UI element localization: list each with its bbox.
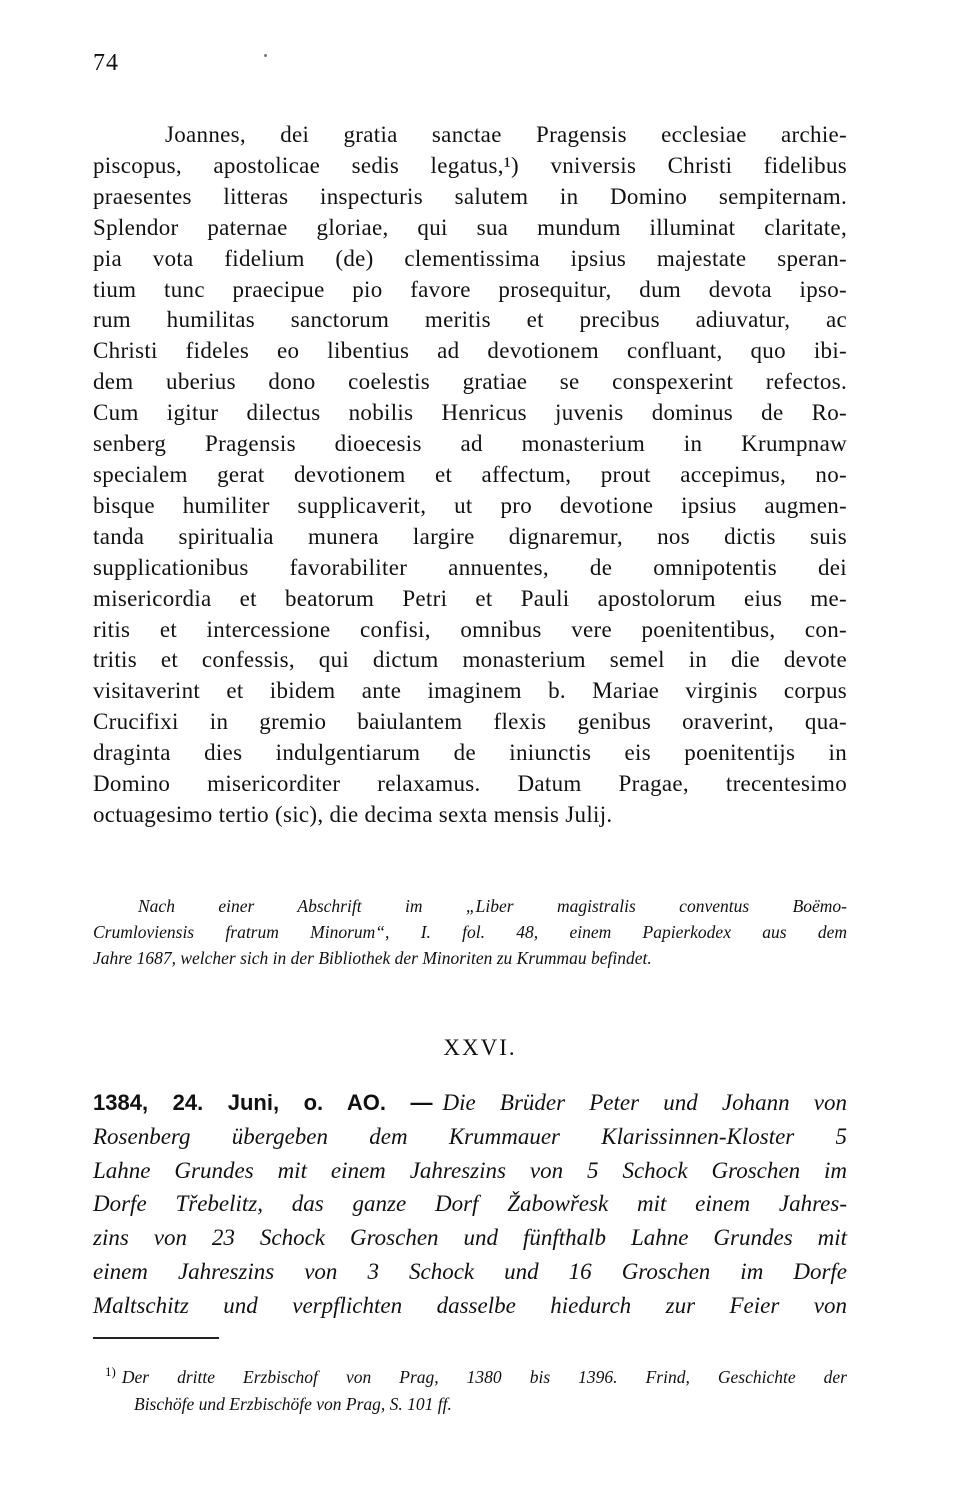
letter-line: tanda spiritualia munera largire dignaremur, nos dictis suis	[93, 523, 847, 549]
page-number: 74	[93, 50, 119, 76]
letter-line: Cum igitur dilectus nobilis Henricus juvenis dominus de Ro-	[93, 400, 847, 426]
letter-line: Domino misericorditer relaxamus. Datum Pragae, trecentesimo	[93, 771, 847, 797]
letter-line: ritis et intercessione confisi, omnibus vere poenitentibus, con-	[93, 616, 847, 642]
letter-line: pia vota fidelium (de) clementissima ipsius majestate speran-	[93, 245, 847, 271]
regest-line: Dorfe Třebelitz, das ganze Dorf Žabowřesk mit einem Jahres-	[93, 1191, 847, 1217]
letter-line: rum humilitas sanctorum meritis et precibus adiuvatur, ac	[93, 307, 847, 333]
regest-line: zins von 23 Schock Groschen und fünfthalb Lahne Grundes mit	[93, 1225, 847, 1251]
letter-line: visitaverint et ibidem ante imaginem b. Mariae virginis corpus	[93, 678, 847, 704]
regest-date: 1384, 24. Juni, o. AO. —	[93, 1090, 433, 1115]
regest-text	[93, 1086, 847, 1323]
letter-line: supplicationibus favorabiliter annuentes, de omnipotentis dei	[93, 554, 847, 580]
footnote-separator	[93, 1337, 219, 1339]
letter-line: bisque humiliter supplicaverit, ut pro devotione ipsius augmen-	[93, 492, 847, 518]
regest-line: Rosenberg übergeben dem Krummauer Klarissinnen-Kloster 5	[93, 1123, 847, 1149]
letter-line: tium tunc praecipue pio favore prosequitur, dum devota ipso-	[93, 276, 847, 302]
printing-speck	[264, 54, 267, 57]
source-note-line: Jahre 1687, welcher sich in der Bibliothek der Minoriten zu Krummau befindet.	[93, 948, 652, 968]
source-note-line: Nach einer Abschrift im „Liber magistralis conventus Boëmo-	[138, 896, 847, 916]
source-note-line: Crumloviensis fratrum Minorum“, I. fol. 48, einem Papierkodex aus dem	[93, 922, 847, 942]
regest-line: Lahne Grundes mit einem Jahreszins von 5 Schock Groschen im	[93, 1157, 847, 1183]
footnote-marker: 1)	[105, 1364, 116, 1379]
regest-line: Die Brüder Peter und Johann von	[442, 1090, 847, 1115]
regest-line: Maltschitz und verpflichten dasselbe hiedurch zur Feier von	[93, 1292, 847, 1318]
letter-line: senberg Pragensis dioecesis ad monasterium in Krumpnaw	[93, 431, 847, 457]
letter-line: Christi fideles eo libentius ad devotionem confluant, quo ibi-	[93, 338, 847, 364]
footnote-text: Der dritte Erzbischof von Prag, 1380 bis 1396. Frind, Geschichte der	[121, 1366, 847, 1387]
letter-line: Crucifixi in gremio baiulantem flexis genibus oraverint, qua-	[93, 709, 847, 735]
letter-line: piscopus, apostolicae sedis legatus,¹) vniversis Christi fidelibus	[93, 152, 847, 178]
letter-line: Splendor paternae gloriae, qui sua mundum illuminat claritate,	[93, 214, 847, 240]
regest-first-line	[93, 1086, 847, 1120]
footnote-line	[105, 1358, 847, 1391]
source-note	[93, 893, 847, 971]
letter-line: dem uberius dono coelestis gratiae se conspexerint refectos.	[93, 369, 847, 395]
letter-text	[93, 120, 847, 831]
letter-line: Joannes, dei gratia sanctae Pragensis ecclesiae archie-	[165, 122, 847, 147]
footnote-line: Bischöfe und Erzbischöfe von Prag, S. 101 ff.	[134, 1393, 452, 1414]
letter-line: specialem gerat devotionem et affectum, prout accepimus, no-	[93, 461, 847, 487]
letter-line: draginta dies indulgentiarum de iniunctis eis poenitentijs in	[93, 740, 847, 766]
letter-line: octuagesimo tertio (sic), die decima sexta mensis Julij.	[93, 801, 613, 827]
footnote	[105, 1358, 847, 1418]
letter-line: tritis et confessis, qui dictum monasterium semel in die devote	[93, 647, 847, 673]
letter-line: praesentes litteras inspecturis salutem in Domino sempiternam.	[93, 183, 847, 209]
section-number: XXVI.	[443, 1035, 517, 1060]
letter-line: misericordia et beatorum Petri et Pauli apostolorum eius me-	[93, 585, 847, 611]
regest-line: einem Jahreszins von 3 Schock und 16 Groschen im Dorfe	[93, 1258, 847, 1284]
